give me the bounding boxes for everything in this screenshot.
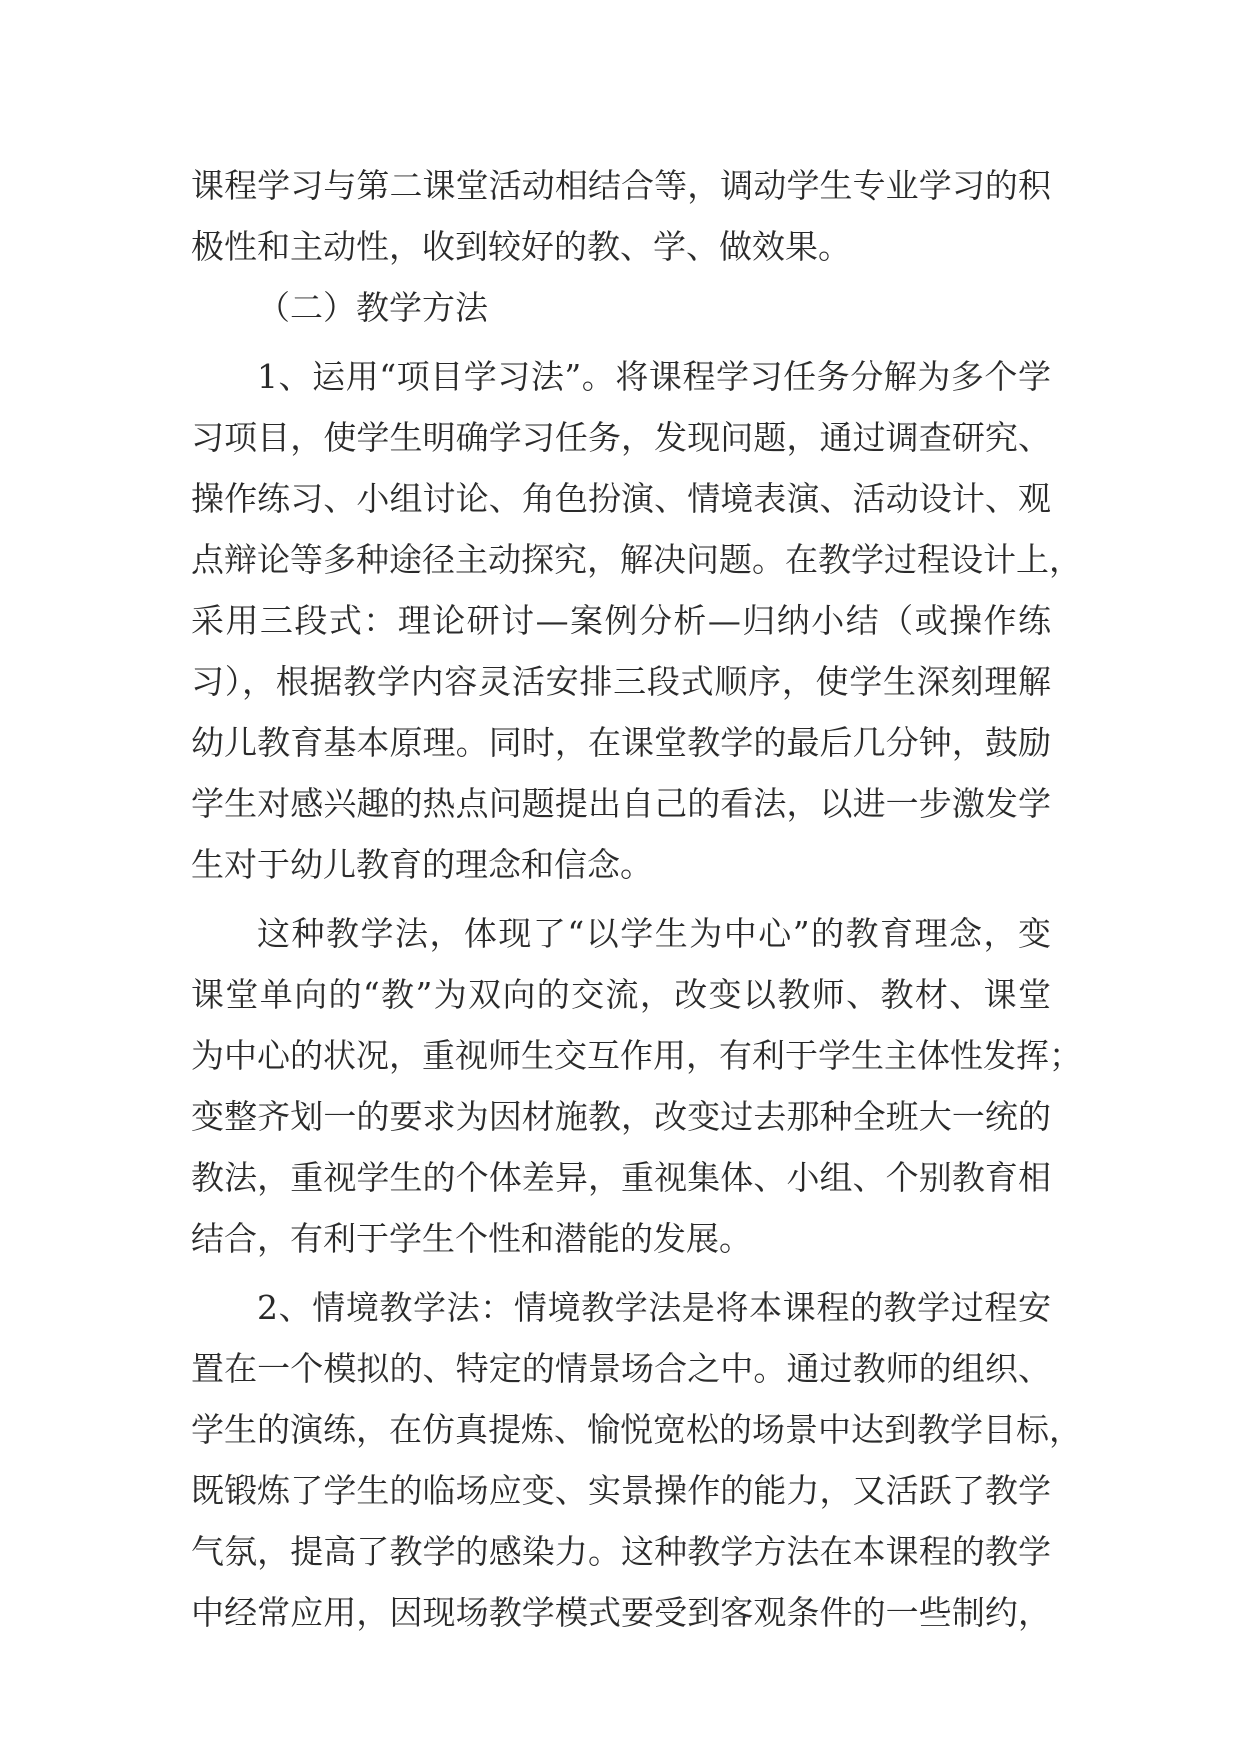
- text-line: 习项目，使学生明确学习任务，发现问题，通过调查研究、: [191, 418, 1051, 457]
- text-line: 习），根据教学内容灵活安排三段式顺序，使学生深刻理解: [191, 662, 1051, 701]
- text-line: 生对于幼儿教育的理念和信念。: [191, 845, 653, 884]
- text-line: 点辩论等多种途径主动探究，解决问题。在教学过程设计上，: [191, 540, 1082, 579]
- paragraph: [191, 1277, 1082, 1643]
- text-line: 变整齐划一的要求为因材施教，改变过去那种全班大一统的: [191, 1097, 1051, 1136]
- text-line: 学生对感兴趣的热点问题提出自己的看法，以进一步激发学: [191, 784, 1051, 823]
- paragraph: [191, 155, 1051, 277]
- section-heading: [191, 277, 1051, 338]
- paragraph: [191, 346, 1082, 895]
- text-line: 学生的演练，在仿真提炼、愉悦宽松的场景中达到教学目标，: [191, 1410, 1082, 1449]
- text-line: 教法，重视学生的个体差异，重视集体、小组、个别教育相: [191, 1158, 1051, 1197]
- text-line: 幼儿教育基本原理。同时，在课堂教学的最后几分钟，鼓励: [191, 723, 1051, 762]
- text-line: 结合，有利于学生个性和潜能的发展。: [191, 1219, 752, 1258]
- paragraph-gap: [191, 338, 1051, 346]
- document-body: [191, 155, 1082, 1643]
- text-line: 1、运用“项目学习法”。将课程学习任务分解为多个学: [257, 357, 1051, 396]
- text-line: 课堂单向的“教”为双向的交流，改变以教师、教材、课堂: [191, 975, 1051, 1014]
- text-line: 气氛，提高了教学的感染力。这种教学方法在本课程的教学: [191, 1532, 1051, 1571]
- text-line: 这种教学法，体现了“以学生为中心”的教育理念，变: [257, 914, 1051, 953]
- text-line: （二）教学方法: [257, 288, 488, 327]
- text-line: 既锻炼了学生的临场应变、实景操作的能力，又活跃了教学: [191, 1471, 1051, 1510]
- text-line: 为中心的状况，重视师生交互作用，有利于学生主体性发挥；: [191, 1036, 1082, 1075]
- paragraph-gap: [191, 895, 1051, 903]
- text-line: 置在一个模拟的、特定的情景场合之中。通过教师的组织、: [191, 1349, 1051, 1388]
- text-line: 课程学习与第二课堂活动相结合等，调动学生专业学习的积: [191, 166, 1051, 205]
- text-line: 极性和主动性，收到较好的教、学、做效果。: [191, 227, 851, 266]
- paragraph: [191, 903, 1082, 1269]
- text-line: 操作练习、小组讨论、角色扮演、情境表演、活动设计、观: [191, 479, 1051, 518]
- text-line: 采用三段式：理论研讨—案例分析—归纳小结（或操作练: [191, 601, 1051, 640]
- text-line: 中经常应用，因现场教学模式要受到客观条件的一些制约，: [191, 1593, 1051, 1632]
- text-line: 2、情境教学法：情境教学法是将本课程的教学过程安: [257, 1288, 1051, 1327]
- paragraph-gap: [191, 1269, 1051, 1277]
